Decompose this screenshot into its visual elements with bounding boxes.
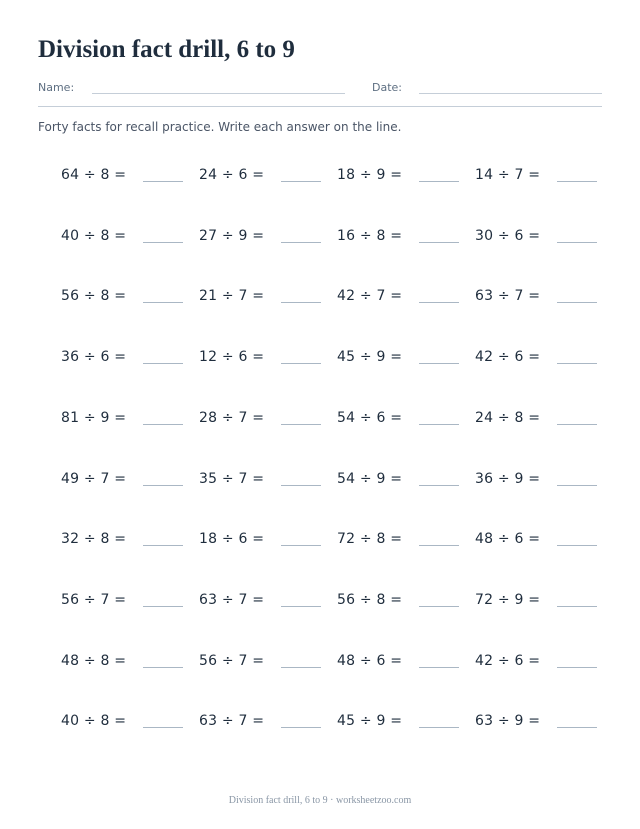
answer-blank[interactable]	[419, 363, 459, 364]
answer-blank[interactable]	[143, 667, 183, 668]
problem-expression: 56 ÷ 8 =	[61, 288, 127, 304]
problem-item	[61, 404, 201, 434]
problem-item	[199, 586, 339, 616]
answer-blank[interactable]	[557, 302, 597, 303]
problem-item	[337, 282, 477, 312]
problem-item	[199, 465, 339, 495]
problem-expression: 56 ÷ 8 =	[337, 592, 403, 608]
problem-item	[475, 465, 615, 495]
answer-blank[interactable]	[419, 302, 459, 303]
problem-expression: 36 ÷ 6 =	[61, 349, 127, 365]
problem-expression: 30 ÷ 6 =	[475, 228, 541, 244]
problem-item	[475, 647, 615, 677]
problem-expression: 56 ÷ 7 =	[199, 653, 265, 669]
problem-expression: 63 ÷ 7 =	[199, 592, 265, 608]
answer-blank[interactable]	[419, 485, 459, 486]
problem-expression: 48 ÷ 8 =	[61, 653, 127, 669]
problem-expression: 63 ÷ 7 =	[199, 713, 265, 729]
problem-expression: 24 ÷ 6 =	[199, 167, 265, 183]
problem-expression: 36 ÷ 9 =	[475, 471, 541, 487]
problem-item	[199, 404, 339, 434]
footer: Division fact drill, 6 to 9 · worksheetzoo.com	[228, 795, 412, 806]
problem-expression: 27 ÷ 9 =	[199, 228, 265, 244]
problem-item	[199, 161, 339, 191]
problem-expression: 63 ÷ 9 =	[475, 713, 541, 729]
problem-expression: 21 ÷ 7 =	[199, 288, 265, 304]
problem-expression: 32 ÷ 8 =	[61, 531, 127, 547]
answer-blank[interactable]	[419, 242, 459, 243]
answer-blank[interactable]	[281, 181, 321, 182]
answer-blank[interactable]	[557, 485, 597, 486]
answer-blank[interactable]	[557, 363, 597, 364]
answer-blank[interactable]	[281, 363, 321, 364]
answer-blank[interactable]	[557, 727, 597, 728]
problem-expression: 28 ÷ 7 =	[199, 410, 265, 426]
answer-blank[interactable]	[557, 545, 597, 546]
problem-item	[475, 222, 615, 252]
problem-expression: 64 ÷ 8 =	[61, 167, 127, 183]
answer-blank[interactable]	[419, 424, 459, 425]
answer-blank[interactable]	[557, 424, 597, 425]
answer-blank[interactable]	[143, 363, 183, 364]
problem-item	[475, 707, 615, 737]
answer-blank[interactable]	[143, 727, 183, 728]
answer-blank[interactable]	[557, 242, 597, 243]
answer-blank[interactable]	[143, 302, 183, 303]
problem-expression: 81 ÷ 9 =	[61, 410, 127, 426]
answer-blank[interactable]	[419, 727, 459, 728]
problem-item	[475, 525, 615, 555]
problem-expression: 54 ÷ 9 =	[337, 471, 403, 487]
answer-blank[interactable]	[419, 606, 459, 607]
problem-item	[61, 161, 201, 191]
answer-blank[interactable]	[281, 606, 321, 607]
answer-blank[interactable]	[419, 181, 459, 182]
answer-blank[interactable]	[557, 667, 597, 668]
answer-blank[interactable]	[281, 242, 321, 243]
answer-blank[interactable]	[143, 545, 183, 546]
problem-item	[337, 465, 477, 495]
problem-expression: 42 ÷ 6 =	[475, 653, 541, 669]
problem-item	[199, 282, 339, 312]
problem-item	[337, 647, 477, 677]
answer-blank[interactable]	[281, 667, 321, 668]
answer-blank[interactable]	[557, 181, 597, 182]
problem-item	[61, 707, 201, 737]
problem-item	[199, 222, 339, 252]
problem-item	[475, 586, 615, 616]
answer-blank[interactable]	[557, 606, 597, 607]
problem-item	[199, 343, 339, 373]
answer-blank[interactable]	[143, 181, 183, 182]
problem-expression: 14 ÷ 7 =	[475, 167, 541, 183]
problem-expression: 12 ÷ 6 =	[199, 349, 265, 365]
problem-item	[337, 343, 477, 373]
problem-expression: 40 ÷ 8 =	[61, 228, 127, 244]
problem-item	[337, 161, 477, 191]
answer-blank[interactable]	[143, 242, 183, 243]
answer-blank[interactable]	[419, 667, 459, 668]
problem-item	[61, 465, 201, 495]
problem-item	[337, 404, 477, 434]
problem-expression: 72 ÷ 9 =	[475, 592, 541, 608]
answer-blank[interactable]	[281, 424, 321, 425]
problem-item	[199, 707, 339, 737]
problem-item	[199, 525, 339, 555]
problem-expression: 24 ÷ 8 =	[475, 410, 541, 426]
problem-expression: 48 ÷ 6 =	[337, 653, 403, 669]
problem-expression: 72 ÷ 8 =	[337, 531, 403, 547]
instructions: Forty facts for recall practice. Write each answer on the line.	[38, 120, 402, 134]
answer-blank[interactable]	[143, 424, 183, 425]
problem-expression: 49 ÷ 7 =	[61, 471, 127, 487]
problem-item	[199, 647, 339, 677]
problem-item	[61, 282, 201, 312]
problem-expression: 42 ÷ 6 =	[475, 349, 541, 365]
problem-expression: 16 ÷ 8 =	[337, 228, 403, 244]
problem-item	[337, 525, 477, 555]
problem-item	[61, 647, 201, 677]
name-label: Name:	[38, 81, 75, 94]
page-title: Division fact drill, 6 to 9	[38, 36, 295, 63]
problem-item	[61, 525, 201, 555]
answer-blank[interactable]	[143, 485, 183, 486]
problem-item	[61, 222, 201, 252]
problem-item	[61, 343, 201, 373]
answer-blank[interactable]	[281, 302, 321, 303]
problem-item	[337, 586, 477, 616]
problem-expression: 18 ÷ 6 =	[199, 531, 265, 547]
problem-item	[475, 343, 615, 373]
problem-expression: 45 ÷ 9 =	[337, 349, 403, 365]
problem-item	[475, 404, 615, 434]
answer-blank[interactable]	[281, 545, 321, 546]
problem-expression: 54 ÷ 6 =	[337, 410, 403, 426]
problem-item	[475, 161, 615, 191]
answer-blank[interactable]	[419, 545, 459, 546]
problem-item	[337, 707, 477, 737]
problem-expression: 42 ÷ 7 =	[337, 288, 403, 304]
answer-blank[interactable]	[143, 606, 183, 607]
problem-expression: 48 ÷ 6 =	[475, 531, 541, 547]
problem-item	[475, 282, 615, 312]
problem-expression: 18 ÷ 9 =	[337, 167, 403, 183]
problem-item	[61, 586, 201, 616]
problem-expression: 56 ÷ 7 =	[61, 592, 127, 608]
problem-expression: 35 ÷ 7 =	[199, 471, 265, 487]
answer-blank[interactable]	[281, 727, 321, 728]
problem-expression: 40 ÷ 8 =	[61, 713, 127, 729]
problem-expression: 63 ÷ 7 =	[475, 288, 541, 304]
date-label: Date:	[372, 81, 402, 94]
answer-blank[interactable]	[281, 485, 321, 486]
problem-item	[337, 222, 477, 252]
problem-expression: 45 ÷ 9 =	[337, 713, 403, 729]
